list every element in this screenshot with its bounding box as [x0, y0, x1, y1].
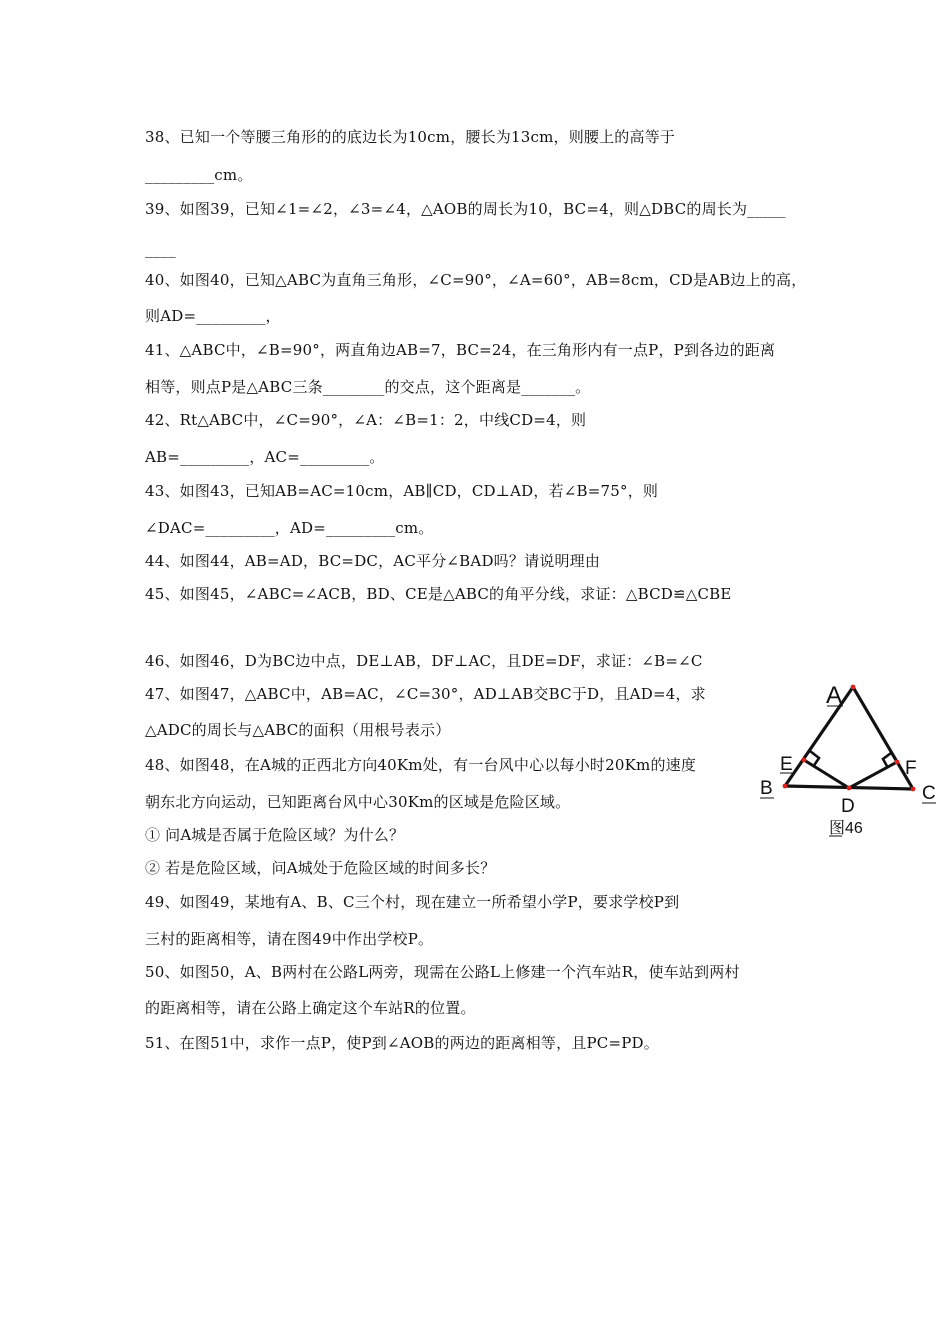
question-45: 45、如图45，∠ABC=∠ACB，BD、CE是△ABC的角平分线，求证：△BCD≌△CBE	[145, 585, 732, 603]
question-50-line-1: 50、如图50，A、B两村在公路L两旁，现需在公路L上修建一个汽车站R，使车站到两村	[145, 963, 740, 981]
label-e: E	[780, 754, 793, 775]
label-f: F	[905, 758, 917, 779]
segment-df	[849, 762, 897, 788]
label-c: C	[922, 783, 936, 804]
question-50-line-2: 的距离相等，请在公路上确定这个车站R的位置。	[145, 999, 476, 1017]
label-d: D	[841, 796, 855, 817]
point-c	[911, 787, 916, 792]
question-38-line-2: _________cm。	[145, 166, 253, 184]
question-44: 44、如图44，AB=AD，BC=DC，AC平分∠BAD吗？请说明理由	[145, 552, 601, 570]
figure-46-triangle	[758, 678, 940, 844]
question-49-line-1: 49、如图49，某地有A、B、C三个村，现在建立一所希望小学P，要求学校P到	[145, 893, 680, 911]
point-e	[802, 758, 807, 763]
question-48-line-1: 48、如图48，在A城的正西北方向40Km处，有一台风中心以每小时20Km的速度	[145, 756, 697, 774]
label-b: B	[760, 778, 773, 799]
side-ab	[785, 687, 853, 786]
question-48-sub-2: ② 若是危险区域，问A城处于危险区域的时间多长？	[145, 859, 496, 877]
point-f	[895, 760, 900, 765]
question-49-line-2: 三村的距离相等，请在图49中作出学校P。	[145, 930, 434, 948]
question-39-line-1: 39、如图39，已知∠1=∠2，∠3=∠4，△AOB的周长为10，BC=4，则△DBC的周长为_____	[145, 200, 786, 218]
label-a: A	[826, 682, 843, 709]
question-46: 46、如图46，D为BC边中点，DE⊥AB，DF⊥AC，且DE=DF，求证：∠B=∠C	[145, 652, 703, 670]
question-41-line-2: 相等，则点P是△ABC三条________的交点，这个距离是_______。	[145, 378, 591, 396]
question-43-line-1: 43、如图43，已知AB=AC=10cm，AB∥CD，CD⊥AD，若∠B=75°，则	[145, 482, 659, 500]
question-47-line-1: 47、如图47，△ABC中，AB=AC，∠C=30°，AD⊥AB交BC于D，且AD=4，求	[145, 685, 706, 703]
side-ac	[853, 687, 913, 789]
question-40-line-2: 则AD=_________，	[145, 307, 281, 325]
segment-de	[804, 760, 849, 788]
point-a	[851, 685, 856, 690]
question-42-line-2: AB=_________，AC=_________。	[145, 448, 385, 466]
question-41-line-1: 41、△ABC中，∠B=90°，两直角边AB=7，BC=24，在三角形内有一点P，P到各边的距离	[145, 341, 776, 359]
point-b	[783, 784, 788, 789]
point-d	[847, 786, 852, 791]
question-47-line-2: △ADC的周长与△ABC的面积（用根号表示）	[145, 721, 451, 739]
question-43-line-2: ∠DAC=_________，AD=_________cm。	[145, 519, 434, 537]
question-51: 51、在图51中，求作一点P，使P到∠AOB的两边的距离相等，且PC=PD。	[145, 1034, 659, 1052]
figure-caption: 图46	[829, 820, 863, 837]
question-38-line-1: 38、已知一个等腰三角形的的底边长为10cm，腰长为13cm，则腰上的高等于	[145, 128, 676, 146]
question-48-line-2: 朝东北方向运动，已知距离台风中心30Km的区域是危险区域。	[145, 793, 571, 811]
question-39-line-2: ____	[145, 240, 176, 258]
question-48-sub-1: ① 问A城是否属于危险区域？为什么？	[145, 826, 405, 844]
question-40-line-1: 40、如图40，已知△ABC为直角三角形，∠C=90°，∠A=60°，AB=8cm，CD是AB边上的高，	[145, 271, 807, 289]
question-42-line-1: 42、Rt△ABC中，∠C=90°，∠A：∠B=1：2，中线CD=4，则	[145, 411, 587, 429]
